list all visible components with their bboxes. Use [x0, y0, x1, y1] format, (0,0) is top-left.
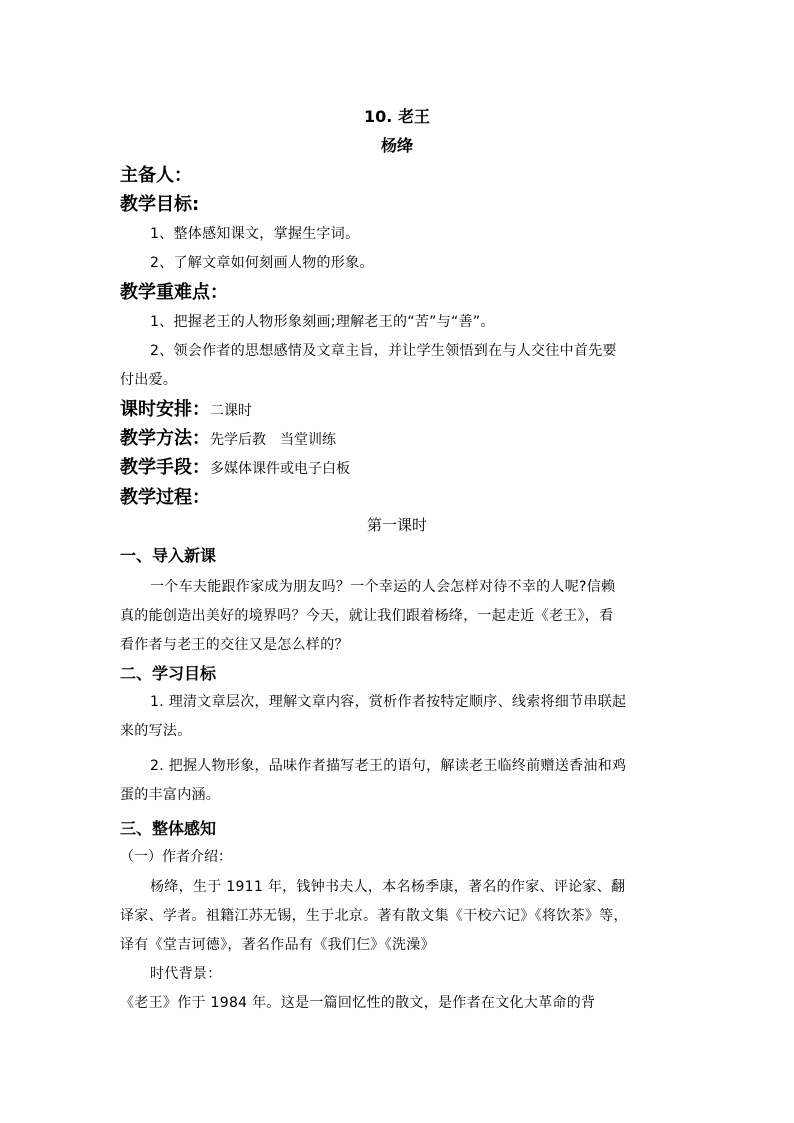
section-1-line-2: 真的能创造出美好的境界吗？今天，就让我们跟着杨绛，一起走近《老王》，看: [120, 608, 614, 624]
section-3-heading: 三、整体感知: [120, 819, 217, 838]
objective-item-2: 2、了解文章如何刻画人物的形象。: [150, 255, 374, 271]
section-3-subheading: （一）作者介绍：: [120, 849, 232, 865]
key-points-heading: 教学重难点：: [120, 282, 228, 303]
means-row: [120, 453, 350, 479]
section-1-line-3: 看作者与老王的交往又是怎么样的？: [120, 637, 349, 653]
method-row: [120, 424, 336, 450]
document-title: 10. 老王: [364, 107, 430, 126]
schedule-label: 课时安排：: [120, 399, 210, 420]
section-2-heading: 二、学习目标: [120, 664, 217, 683]
schedule-row: [120, 395, 252, 421]
bio-line-3: 译有《堂吉诃德》，著名作品有《我们仨》《洗澡》: [120, 937, 435, 953]
method-value: 先学后教 当堂训练: [210, 432, 336, 448]
key-point-item-2-line-1: 2、领会作者的思想感情及文章主旨，并让学生领悟到在与人交往中首先要: [150, 343, 617, 359]
key-point-item-2-line-2: 付出爱。: [120, 372, 178, 388]
means-value: 多媒体课件或电子白板: [210, 461, 350, 477]
section-1-line-1: 一个车夫能跟作家成为朋友吗？一个幸运的人会怎样对待不幸的人呢?信赖: [150, 579, 616, 595]
method-label: 教学方法：: [120, 428, 210, 449]
schedule-value: 二课时: [210, 403, 252, 419]
section-2-item-1-line-2: 来的写法。: [120, 723, 192, 739]
section-2-item-2-line-1: 2. 把握人物形象，品味作者描写老王的语句，解读老王临终前赠送香油和鸡: [150, 758, 627, 774]
bio-line-1: 杨绛，生于 1911 年，钱钟书夫人，本名杨季康，著名的作家、评论家、翻: [150, 879, 626, 895]
preparer-label: 主备人：: [120, 165, 192, 186]
bio-line-2: 译家、学者。祖籍江苏无锡，生于北京。著有散文集《干校六记》《将饮茶》等，: [120, 908, 628, 924]
section-2-item-2-line-2: 蛋的丰富内涵。: [120, 787, 221, 803]
author-name: 杨绛: [380, 136, 413, 155]
key-point-item-1: 1、把握老王的人物形象刻画;理解老王的“苦”与“善”。: [150, 314, 495, 330]
means-label: 教学手段：: [120, 457, 210, 478]
background-line-1: 《老王》作于 1984 年。这是一篇回忆性的散文，是作者在文化大革命的背: [120, 995, 596, 1011]
objectives-heading: 教学目标:: [120, 194, 200, 215]
lesson-one-heading: 第一课时: [366, 516, 427, 534]
background-label: 时代背景：: [150, 966, 222, 982]
section-2-item-1-line-1: 1. 理清文章层次，理解文章内容，赏析作者按特定顺序、线索将细节串联起: [150, 694, 627, 710]
process-heading: 教学过程：: [120, 487, 210, 508]
section-1-heading: 一、导入新课: [120, 546, 217, 565]
objective-item-1: 1、整体感知课文，掌握生字词。: [150, 226, 360, 242]
